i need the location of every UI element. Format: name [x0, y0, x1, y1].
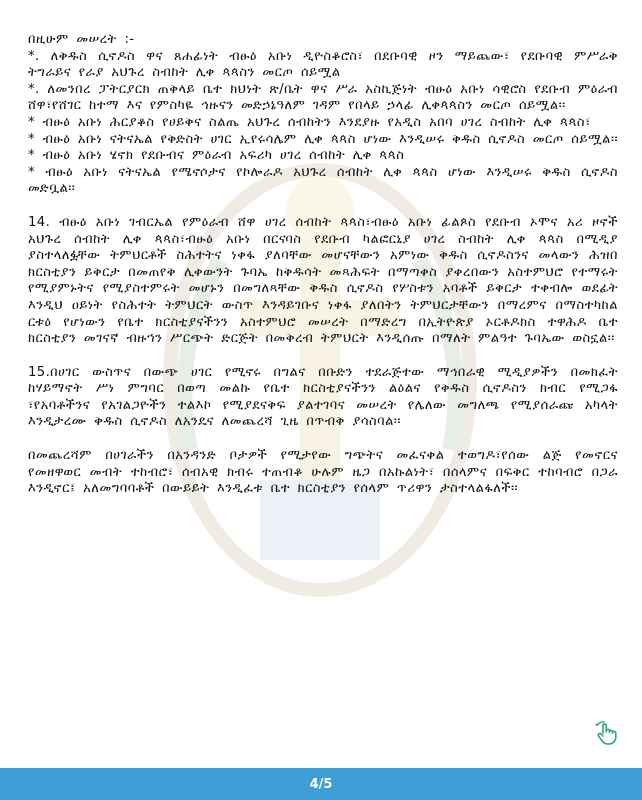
list-item: * ብፁዕ አቡነ ሄኖክ የደቡብና ምዕራብ አፍሪካ ሀገረ ሰብከት ሊቀ ጳጳስ [28, 148, 405, 164]
list-item: * ብፁዕ አቡነ ናትናኤል የሜኖሶታና የኮሎራዶ አህጉረ ሰብከት ሊቀ ጳጳስ ሆነው እንዲሠሩ ቅዱስ ሲኖዶስ መድቧል፡፡ [28, 164, 618, 197]
document-body [28, 32, 618, 498]
page-number: 4/5 [309, 776, 333, 792]
closing-paragraph: በመጨረሻም በሀገራችን በአንዳንድ ቦታዎች የሚታየው ግጭትና መፈናቀል ተወግዶ፣የሰው ልጅ የመኖርና የመዘዋወር መብት ተከብሮ፣ ሰብአዊ ክብሩ ተጠብቆ ሁሉም ዜጋ በአኩልነት፣ በሰላምና በፍቅር ተከባብሮ በጋራ እንዲኖር፤ አለመግባባቶች በውይይት እንዲፈቱ ቤተ ክርስቲያን የሰላም ጥሪዋን ታስተላልፋለች፡፡ [28, 448, 618, 497]
page-footer-bar [0, 768, 642, 800]
list-item: * ብፁዕ አቡነ ሕርያቆስ የሀይቅና ስልጤ አህጉረ ሰብከትን እንደያዙ የአዲስ አበባ ሀገረ ስብከት ሊቀ ጳጳስ፣ [28, 114, 591, 130]
paragraph-14: 14. ብፁዕ አቡነ ገብርኤል የምዕራብ ሸዋ ሀገረ ሰብከት ጳጳስ፣ብፁዕ አቡነ ፊልጶስ የደቡብ ኦሞና አሪ ዞኖች አህጉረ ሰብከት ሊቀ ጳጳስ፣ብፁዕ አቡነ በርናባስ የደቡብ ካልፎርኒያ ሀገረ ስብከት ሊቀ ጳጳስ በሚዲያ ያስተላለፏቸው ትምህርቶች ስሕተትና ነቀፋ ያለባቸው መሆናቸውን አምነው ቅዱስ ሲኖዶስንና መላውን ሕዝበ ክርስቲያን ይቅርታ በመጠየቅ ሊቀውንት ጉባኤ ከቅዱሳት መጻሕፍት በማጣቀስ ያቀረበውን አስተምህሮ የተማሩት የሚያምኑትና የሚያስተምሩት መሆኑን በመግለጻቸው ቅዱስ ሲኖዶስ የሦስቱን አባቶች ይቅርታ ተቀብሎ ወደፊት እንዲህ ዐይነት የስሕተት ትምህርት ውስጥ እንዳይገቡና ነቀፋ ያለበትን ትምህርታቸውን በማረምና በማስተካከል ርቱዕ የሆነውን የቤተ ክርስቲያናችንን አስተምህሮ መሠረት በማድረግ በኢትዮጵያ ኦርቶዶክስ ተዋሕዶ ቤተ ክርስቲያን መገናኛ ብዙኀን ሥርጭት ድርጅት በመቅረብ ትምህርት እንዲሰጡ በማለት ምልዓተ ጉባኤው ወስኗል፡፡ [28, 214, 618, 347]
section-intro: በዚሁም መሠረት :- [28, 32, 135, 47]
swipe-hand-icon[interactable] [594, 720, 620, 746]
list-item: * ብፁዕ አቡነ ናትናኤል የቅድስት ሀገር ኢየሩሳሌም ሊቀ ጳጳስ ሆነው እንዲሠሩ ቅዱስ ሲኖዶስ መርጦ ሰይሟል፡፡ [28, 131, 618, 147]
paragraph-15: 15.በሀገር ውስጥና በውጭ ሀገር የሚኖሩ በግልና በቡድን ተደራጅተው ማኅበራዊ ሚዲያዎችን በመክፈት ከሃይማኖት ሥነ ምግባር በወጣ መልኩ የቤተ ክርስቲያናችንን ልዕልና የቅዱስ ሲኖዶስን ክብር የሚጋፋ ፣የአባቶችንና የአገልጋዮችን ተልእኮ የሚያደናቅፍ ያልተገባና መሠረት የሌለው መግለጫ የሚያሰራጩ አካላት እንዲታረሙ ቅዱስ ሲኖዶስ ለአንዴና ለመጨረሻ ጊዜ በጥብቅ ያሳስባል፡፡ [28, 364, 618, 430]
list-item: *. ለቅዱስ ሲኖዶስ ዋና ጸሐፊነት ብፁዕ አቡነ ዲዮስቆሮስ፣ በደቡባዊ ዞን ማይጨው፣ የደቡባዊ ምሥራቅ ትግራይና የራያ አህጉረ ስብከት ሊቀ ጳጳስን መርጦ ሰይሟል [28, 48, 618, 81]
list-item: *. ለመንበረ ፓትርያርክ ጠቅላይ ቤተ ክህነት ጽ/ቤት ዋና ሥራ አስኪጅነት ብፁዕ አቡነ ሳዊሮስ የደቡብ ምዕራብ ሸዋ፣የሸገር ከተማ እና የምስካዬ ኅዙናን መድኃኔዓለም ገዳም የበላይ ኃላፊ ሊቀጳጳስን መርጦ ሰይሟል፡፡ [28, 81, 618, 114]
